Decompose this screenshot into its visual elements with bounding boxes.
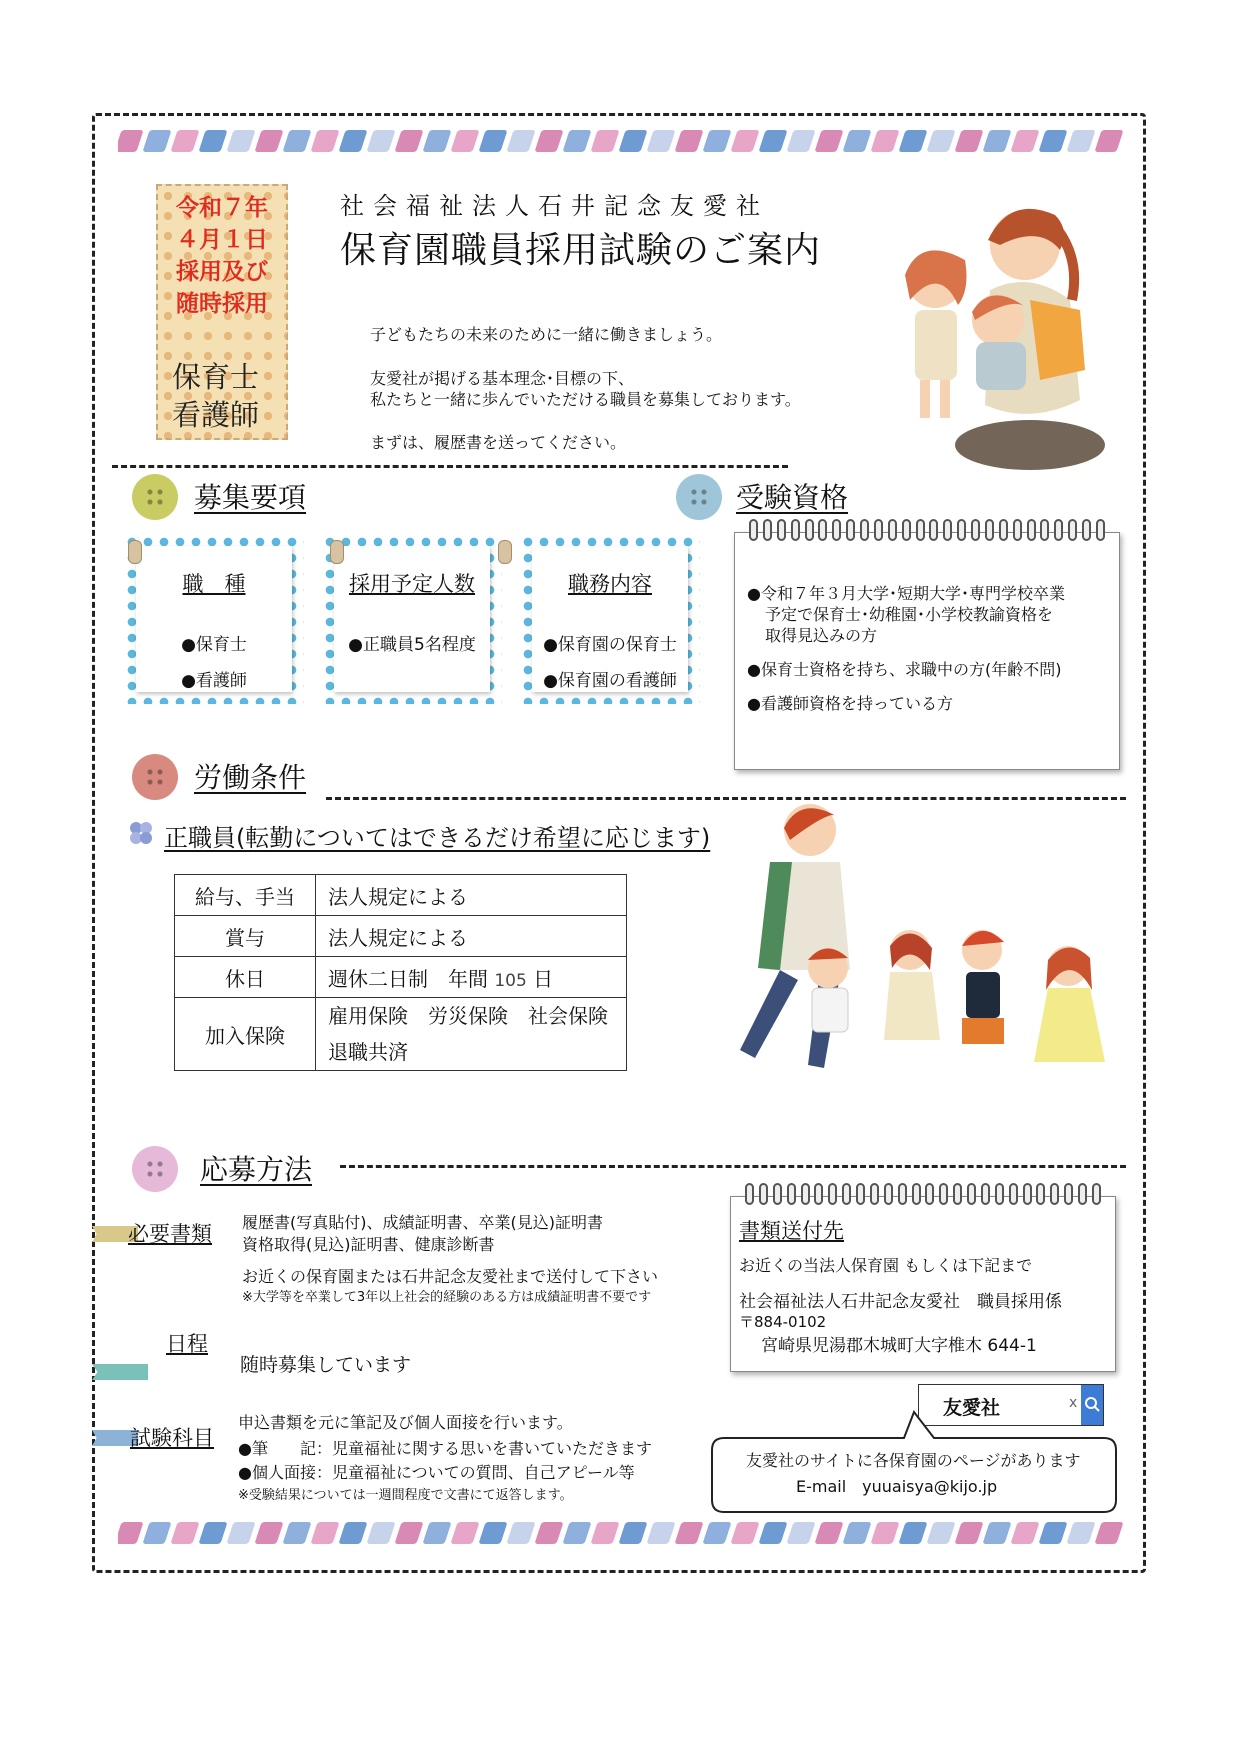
pin-icon xyxy=(128,540,142,564)
holidays-number: 105 xyxy=(494,970,527,991)
ring-icon xyxy=(1036,1183,1045,1205)
intro-line2: 友愛社が掲げる基本理念･目標の下、 xyxy=(370,369,635,388)
ring-icon xyxy=(981,1183,990,1205)
conditions-table xyxy=(174,874,627,1071)
box-planned-hires-heading: 採用予定人数 xyxy=(349,572,475,596)
ring-icon xyxy=(957,519,966,541)
tape-piece xyxy=(870,130,899,152)
tape-piece xyxy=(226,1522,255,1544)
tape-piece xyxy=(898,1522,927,1544)
ring-icon xyxy=(791,519,800,541)
qualification-item1-line3: 取得見込みの方 xyxy=(765,626,878,645)
holidays-prefix: 週休二日制 年間 xyxy=(328,966,488,991)
section-title-conditions: 労働条件 xyxy=(194,761,307,794)
tape-piece xyxy=(198,130,227,152)
ring-icon xyxy=(1009,1183,1018,1205)
row-label-salary: 給与、手当 xyxy=(175,875,316,916)
tape-piece xyxy=(814,1522,843,1544)
box-duties-heading: 職務内容 xyxy=(568,572,652,596)
table-row xyxy=(175,916,627,957)
exam-label: 試験科目 xyxy=(130,1426,214,1450)
washi-tape-bottom xyxy=(118,1522,1128,1550)
ring-icon xyxy=(828,1183,837,1205)
insurance-line1: 雇用保険 労災保険 社会保険 xyxy=(328,1004,608,1028)
tape-piece xyxy=(842,1522,871,1544)
row-label-insurance: 加入保険 xyxy=(175,998,316,1071)
qualification-item3: ●看護師資格を持っている方 xyxy=(747,694,953,713)
ring-icon xyxy=(953,1183,962,1205)
ring-icon xyxy=(943,519,952,541)
illustration-walking-children xyxy=(700,800,1120,1120)
tape-piece xyxy=(170,1522,199,1544)
row-label-bonus: 賞与 xyxy=(175,916,316,957)
pin-icon xyxy=(498,540,512,564)
ring-icon xyxy=(912,1183,921,1205)
organization-name: 社会福祉法人石井記念友愛社 xyxy=(340,192,769,220)
tape-piece xyxy=(366,130,395,152)
clear-icon[interactable]: x xyxy=(1069,1395,1078,1411)
tape-piece xyxy=(310,1522,339,1544)
ring-icon xyxy=(971,519,980,541)
search-query: 友愛社 xyxy=(943,1397,1001,1419)
tape-piece xyxy=(506,130,535,152)
tape-piece xyxy=(1038,130,1067,152)
table-row xyxy=(175,875,627,916)
send-to-postal: 〒884-0102 xyxy=(739,1313,827,1331)
ring-icon xyxy=(1013,519,1022,541)
tape-piece xyxy=(1094,1522,1123,1544)
tape-piece xyxy=(702,130,731,152)
tape-piece xyxy=(142,1522,171,1544)
tape-piece xyxy=(198,1522,227,1544)
tape-piece xyxy=(618,130,647,152)
ring-icon xyxy=(1040,519,1049,541)
recruit-badge xyxy=(156,184,288,440)
ring-icon xyxy=(805,519,814,541)
insurance-line2: 退職共済 xyxy=(328,1040,408,1064)
qualifications-notebook xyxy=(734,532,1120,770)
tape-piece xyxy=(282,130,311,152)
blue-button-icon xyxy=(676,474,722,520)
tag-flag-icon xyxy=(92,1364,148,1380)
ring-icon xyxy=(1092,1183,1101,1205)
box-job-type-item1: ●保育士 xyxy=(181,635,247,655)
documents-line1: 履歴書(写真貼付)、成績証明書、卒業(見込)証明書 xyxy=(242,1213,603,1232)
yellow-button-icon xyxy=(132,474,178,520)
tape-piece xyxy=(814,130,843,152)
table-row xyxy=(175,998,627,1071)
tape-piece xyxy=(1010,1522,1039,1544)
ring-icon xyxy=(759,1183,768,1205)
ring-icon xyxy=(745,1183,754,1205)
ring-icon xyxy=(777,519,786,541)
box-planned-hires-item1: ●正職員5名程度 xyxy=(348,635,476,655)
notebook-rings-icon xyxy=(745,1183,1101,1205)
illustration-teacher-children xyxy=(880,190,1110,480)
ring-icon xyxy=(874,519,883,541)
intro-line4: まずは、履歴書を送ってください。 xyxy=(370,433,627,452)
tape-piece xyxy=(758,1522,787,1544)
send-to-address: 宮崎県児湯郡木城町大字椎木 644-1 xyxy=(761,1336,1037,1356)
holidays-suffix: 日 xyxy=(533,966,554,991)
exam-note: ※受験結果については一週間程度で文書にて返答します。 xyxy=(238,1488,573,1503)
ring-icon xyxy=(801,1183,810,1205)
schedule-text: 随時募集しています xyxy=(240,1354,412,1376)
ring-icon xyxy=(1064,1183,1073,1205)
documents-note: ※大学等を卒業して3年以上社会的経験のある方は成績証明書不要です xyxy=(242,1290,652,1305)
box-duties-item1: ●保育園の保育士 xyxy=(543,635,677,655)
notebook-rings-icon xyxy=(749,519,1105,541)
ring-icon xyxy=(1050,1183,1059,1205)
box-job-type-item2: ●看護師 xyxy=(181,671,247,691)
tape-piece xyxy=(926,130,955,152)
row-value-insurance xyxy=(316,998,627,1071)
section-title-application: 応募方法 xyxy=(200,1153,313,1186)
ring-icon xyxy=(787,1183,796,1205)
qualification-item1-line1: ●令和７年３月大学･短期大学･専門学校卒業 xyxy=(747,584,1065,603)
ring-icon xyxy=(888,519,897,541)
tape-piece xyxy=(422,1522,451,1544)
tape-piece xyxy=(478,130,507,152)
bubble-email[interactable]: E-mail yuuaisya@kijo.jp xyxy=(796,1477,998,1496)
badge-date-line1: 令和７年 xyxy=(176,195,268,221)
ring-icon xyxy=(902,519,911,541)
tape-piece xyxy=(786,130,815,152)
ring-icon xyxy=(856,1183,865,1205)
tape-piece xyxy=(786,1522,815,1544)
ring-icon xyxy=(1027,519,1036,541)
send-to-line2: 社会福祉法人石井記念友愛社 職員採用係 xyxy=(739,1292,1062,1312)
bubble-line1: 友愛社のサイトに各保育園のページがあります xyxy=(746,1451,1081,1470)
tape-piece xyxy=(562,1522,591,1544)
pin-icon xyxy=(330,540,344,564)
tape-piece xyxy=(422,130,451,152)
ring-icon xyxy=(842,1183,851,1205)
tape-piece xyxy=(982,1522,1011,1544)
section-title-qualifications: 受験資格 xyxy=(736,481,849,514)
tape-piece xyxy=(254,130,283,152)
tape-piece xyxy=(674,130,703,152)
tape-piece xyxy=(1066,1522,1095,1544)
ring-icon xyxy=(1078,1183,1087,1205)
section-title-recruitment: 募集要項 xyxy=(194,481,307,514)
ring-icon xyxy=(995,1183,1004,1205)
tape-piece xyxy=(338,130,367,152)
send-to-line1: お近くの当法人保育園 もしくは下記まで xyxy=(739,1256,1033,1275)
tape-piece xyxy=(954,1522,983,1544)
ring-icon xyxy=(763,519,772,541)
tape-piece xyxy=(254,1522,283,1544)
ring-icon xyxy=(884,1183,893,1205)
ring-icon xyxy=(939,1183,948,1205)
ring-icon xyxy=(898,1183,907,1205)
tape-piece xyxy=(926,1522,955,1544)
tape-piece xyxy=(1038,1522,1067,1544)
table-row xyxy=(175,957,627,998)
tape-piece xyxy=(506,1522,535,1544)
tape-piece xyxy=(310,130,339,152)
red-button-icon xyxy=(132,754,178,800)
send-to-notebook xyxy=(730,1196,1116,1372)
page-title: 保育園職員採用試験のご案内 xyxy=(340,230,822,271)
row-value-holidays xyxy=(316,957,627,998)
badge-role-nurse: 看護師 xyxy=(172,398,260,432)
tape-piece xyxy=(954,130,983,152)
ring-icon xyxy=(1068,519,1077,541)
tape-piece xyxy=(118,1522,144,1544)
tape-piece xyxy=(170,130,199,152)
box-duties-item2: ●保育園の看護師 xyxy=(543,671,677,691)
tape-piece xyxy=(394,1522,423,1544)
box-duties xyxy=(520,534,700,704)
row-value-salary: 法人規定による xyxy=(316,875,627,916)
badge-date-line4: 随時採用 xyxy=(176,291,268,317)
ring-icon xyxy=(999,519,1008,541)
tape-piece xyxy=(282,1522,311,1544)
schedule-label: 日程 xyxy=(166,1332,208,1356)
ring-icon xyxy=(846,519,855,541)
tape-piece xyxy=(674,1522,703,1544)
tape-piece xyxy=(898,130,927,152)
ring-icon xyxy=(985,519,994,541)
tape-piece xyxy=(590,1522,619,1544)
tape-piece xyxy=(394,130,423,152)
qualification-item1-line2: 予定で保育士･幼稚園･小学校教諭資格を xyxy=(765,605,1054,624)
tape-piece xyxy=(618,1522,647,1544)
tape-piece xyxy=(842,130,871,152)
ring-icon xyxy=(818,519,827,541)
divider-application xyxy=(340,1165,1126,1168)
box-job-type xyxy=(124,534,304,704)
tape-piece xyxy=(450,130,479,152)
tape-piece xyxy=(534,130,563,152)
intro-line1: 子どもたちの未来のために一緒に働きましょう。 xyxy=(370,325,723,344)
row-value-bonus: 法人規定による xyxy=(316,916,627,957)
tape-piece xyxy=(730,1522,759,1544)
tape-piece xyxy=(1094,130,1123,152)
tape-piece xyxy=(646,130,675,152)
exam-line3: ●個人面接：児童福祉についての質問、自己アピール等 xyxy=(238,1463,635,1482)
ring-icon xyxy=(1096,519,1105,541)
ring-icon xyxy=(749,519,758,541)
badge-role-nursery: 保育士 xyxy=(172,360,260,394)
pink-button-icon xyxy=(132,1146,178,1192)
tape-piece xyxy=(366,1522,395,1544)
box-job-type-heading: 職 種 xyxy=(182,572,246,596)
send-to-heading: 書類送付先 xyxy=(739,1219,844,1243)
tape-piece xyxy=(478,1522,507,1544)
tape-piece xyxy=(1066,130,1095,152)
tape-piece xyxy=(118,130,144,152)
documents-line2: 資格取得(見込)証明書、健康診断書 xyxy=(242,1235,495,1254)
ring-icon xyxy=(916,519,925,541)
ring-icon xyxy=(929,519,938,541)
ring-icon xyxy=(814,1183,823,1205)
tape-piece xyxy=(646,1522,675,1544)
ring-icon xyxy=(870,1183,879,1205)
tape-piece xyxy=(1010,130,1039,152)
divider-top xyxy=(112,465,788,468)
tape-piece xyxy=(338,1522,367,1544)
tape-piece xyxy=(702,1522,731,1544)
ring-icon xyxy=(967,1183,976,1205)
exam-line1: 申込書類を元に筆記及び個人面接を行います。 xyxy=(238,1413,573,1432)
flower-icon xyxy=(128,820,154,846)
ring-icon xyxy=(860,519,869,541)
tape-piece xyxy=(730,130,759,152)
ring-icon xyxy=(1054,519,1063,541)
badge-date-line2: ４月１日 xyxy=(176,227,268,253)
washi-tape-top xyxy=(118,130,1128,158)
badge-date-line3: 採用及び xyxy=(176,259,268,285)
tape-piece xyxy=(562,130,591,152)
ring-icon xyxy=(773,1183,782,1205)
ring-icon xyxy=(1023,1183,1032,1205)
tape-piece xyxy=(870,1522,899,1544)
conditions-subtitle: 正職員(転勤についてはできるだけ希望に応じます) xyxy=(164,824,711,852)
tape-piece xyxy=(590,130,619,152)
ring-icon xyxy=(925,1183,934,1205)
tape-piece xyxy=(758,130,787,152)
tape-piece xyxy=(226,130,255,152)
row-label-holidays: 休日 xyxy=(175,957,316,998)
tape-piece xyxy=(142,130,171,152)
documents-label: 必要書類 xyxy=(128,1222,212,1246)
tape-piece xyxy=(982,130,1011,152)
intro-line3: 私たちと一緒に歩んでいただける職員を募集しております。 xyxy=(370,390,801,409)
box-planned-hires xyxy=(322,534,502,704)
documents-line3: お近くの保育園または石井記念友愛社まで送付して下さい xyxy=(242,1267,659,1286)
ring-icon xyxy=(1082,519,1091,541)
tape-piece xyxy=(534,1522,563,1544)
qualification-item2: ●保育士資格を持ち、求職中の方(年齢不問) xyxy=(747,660,1062,679)
tape-piece xyxy=(450,1522,479,1544)
ring-icon xyxy=(832,519,841,541)
exam-line2: ●筆 記：児童福祉に関する思いを書いていただきます xyxy=(238,1439,652,1458)
